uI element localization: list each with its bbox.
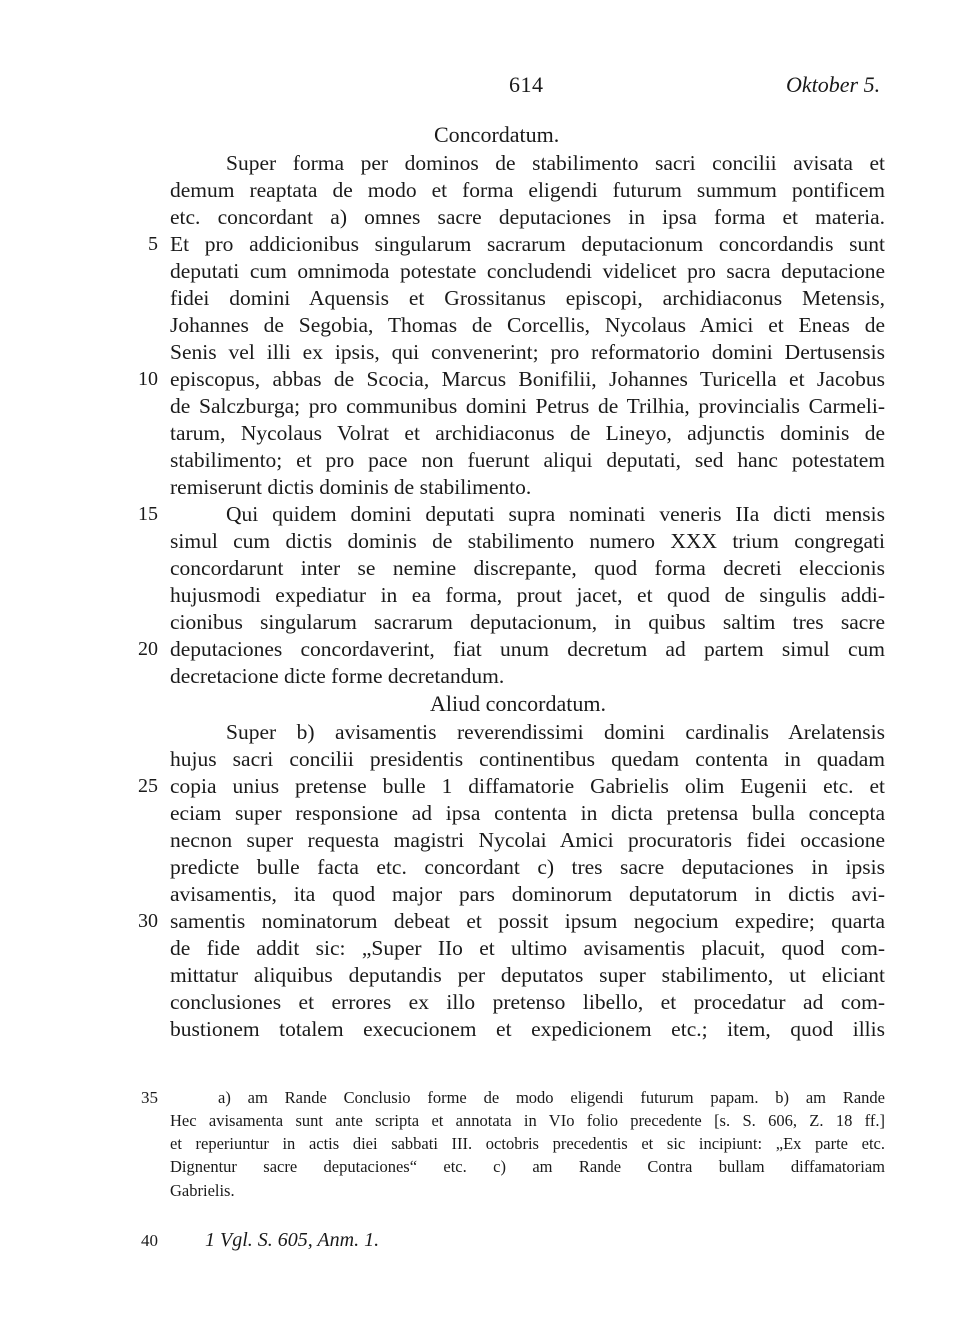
text-line: tarum, Nycolaus Volrat et archidiaconus de Lineyo, adjunctis dominis de: [170, 421, 885, 445]
line-number: 30: [138, 910, 158, 932]
line-number: 40: [141, 1231, 158, 1250]
apparatus-note: Hec avisamenta sunt ante scripta et annotata in VIo folio precedente [s. S. 606, Z. 18 ff.]: [170, 1111, 885, 1130]
line-number: 35: [141, 1088, 158, 1107]
text-line: Super forma per dominos de stabilimento sacri concilii avisata et: [226, 151, 885, 175]
footnote: 1 Vgl. S. 605, Anm. 1.: [205, 1229, 380, 1251]
section-heading-concordatum: Concordatum.: [434, 122, 560, 147]
text-line: de fide addit sic: „Super IIo et ultimo avisamentis placuit, quod com-: [170, 936, 885, 960]
text-line: hujus sacri concilii presidentis continentibus quedam contenta in quadam: [170, 747, 885, 771]
apparatus-note: Gabrielis.: [170, 1181, 235, 1200]
text-line: episcopus, abbas de Scocia, Marcus Bonifilii, Johannes Turicella et Jacobus: [170, 367, 885, 391]
text-line: etc. concordant a) omnes sacre deputaciones in ipsa forma et materia.: [170, 205, 885, 229]
text-line: fidei domini Aquensis et Grossitanus episcopi, archidiaconus Metensis,: [170, 286, 885, 310]
text-line: hujusmodi expediatur in ea forma, prout jacet, et quod de singulis addi-: [170, 583, 885, 607]
text-line: avisamentis, ita quod major pars dominorum deputatorum in dictis avi-: [170, 882, 885, 906]
text-line: eciam super responsione ad ipsa contenta in dicta pretensa bulla concepta: [170, 801, 885, 825]
text-line: copia unius pretense bulle 1 diffamatorie Gabrielis olim Eugenii etc. et: [170, 774, 885, 798]
text-line: Et pro addicionibus singularum sacrarum deputacionum concordandis sunt: [170, 232, 885, 256]
text-line: cionibus singularum sacrarum deputacionum, in quibus saltim tres sacre: [170, 610, 885, 634]
text-line: Qui quidem domini deputati supra nominati veneris IIa dicti mensis: [226, 502, 885, 526]
text-line: necnon super requesta magistri Nycolai Amici procuratoris fidei occasione: [170, 828, 885, 852]
text-line: conclusiones et errores ex illo pretenso libello, et procedatur ad com-: [170, 990, 885, 1014]
page-number: 614: [509, 72, 544, 97]
line-number: 15: [138, 503, 158, 525]
running-title: Oktober 5.: [786, 72, 881, 97]
apparatus-note: a) am Rande Conclusio forme de modo eligendi futurum papam. b) am Rande: [218, 1088, 885, 1107]
text-line: samentis nominatorum debeat et possit ipsum negocium expedire; quarta: [170, 909, 885, 933]
text-line: deputaciones concordaverint, fiat unum decretum ad partem simul cum: [170, 637, 885, 661]
line-number: 25: [138, 775, 158, 797]
text-line: deputati cum omnimoda potestate concludendi videlicet pro sacra deputacione: [170, 259, 885, 283]
text-line: Senis vel illi ex ipsis, qui convenerint; pro reformatorio domini Dertusensis: [170, 340, 885, 364]
text-line: Johannes de Segobia, Thomas de Corcellis, Nycolaus Amici et Eneas de: [170, 313, 885, 337]
text-line: concordarunt inter se nemine discrepante, quod forma decreti eleccionis: [170, 556, 885, 580]
text-line: mittatur aliquibus deputandis per deputatos super stabilimento, ut eliciant: [170, 963, 885, 987]
text-line: simul cum dictis dominis de stabilimento numero XXX trium congregati: [170, 529, 885, 553]
line-number: 10: [138, 368, 158, 390]
text-line: predicte bulle facta etc. concordant c) tres sacre deputaciones in ipsis: [170, 855, 885, 879]
text-line: stabilimento; et pro pace non fuerunt aliqui deputati, sed hanc potestatem: [170, 448, 885, 472]
text-line: de Salczburga; pro communibus domini Petrus de Trilhia, provincialis Carmeli-: [170, 394, 885, 418]
text-line: Super b) avisamentis reverendissimi domini cardinalis Arelatensis: [226, 720, 885, 744]
apparatus-note: et reperiuntur in actis diei sabbati III. octobris precedentis et sic incipiunt: „Ex parte etc.: [170, 1134, 885, 1153]
text-line: decretacione dicte forme decretandum.: [170, 664, 505, 688]
line-number: 5: [148, 233, 158, 255]
line-number: 20: [138, 638, 158, 660]
text-line: bustionem totalem execucionem et expedicionem etc.; item, quod illis: [170, 1017, 885, 1041]
text-line: remiserunt dictis dominis de stabilimento.: [170, 475, 532, 499]
section-heading-aliud-concordatum: Aliud concordatum.: [430, 691, 606, 716]
text-line: demum reaptata de modo et forma eligendi futurum summum pontificem: [170, 178, 885, 202]
apparatus-note: Dignentur sacre deputaciones“ etc. c) am Rande Contra bullam diffamatoriam: [170, 1157, 885, 1176]
